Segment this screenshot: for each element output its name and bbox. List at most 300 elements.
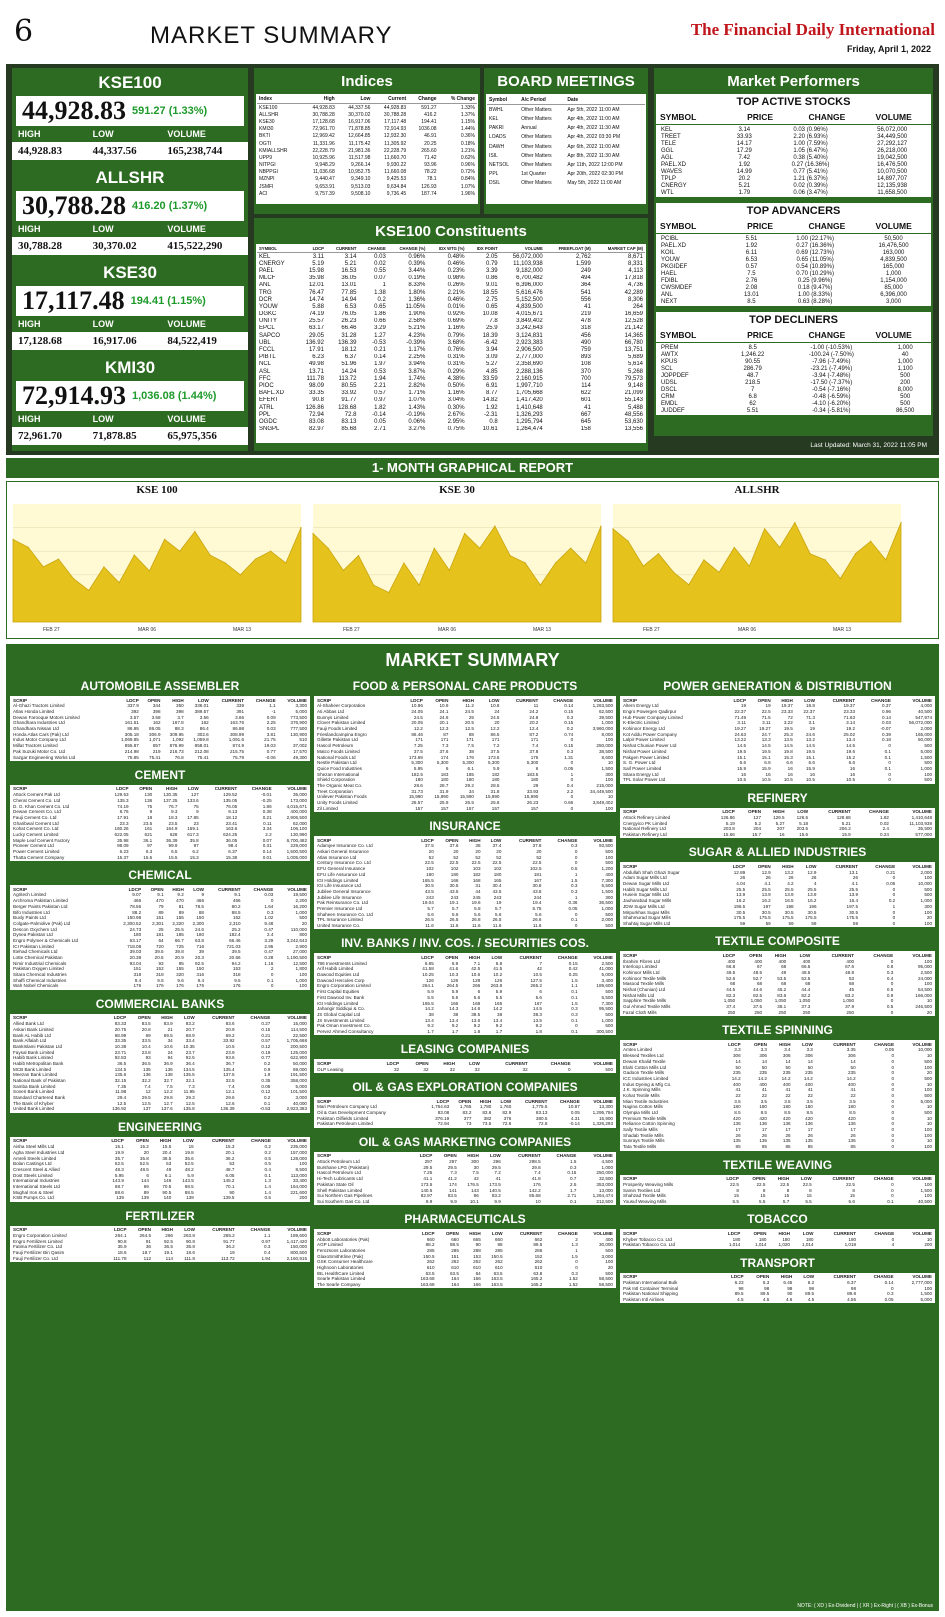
cell: 7.8 xyxy=(489,318,498,325)
table-row xyxy=(622,1009,933,1015)
cell: 12,528 xyxy=(624,318,643,325)
cell: 150.98 xyxy=(127,915,142,921)
performer-row xyxy=(658,358,929,365)
cell: 30.5 xyxy=(761,909,771,915)
summary-section xyxy=(314,816,616,929)
cell: 74.19 xyxy=(308,311,324,318)
cell: 16.2 xyxy=(761,898,771,904)
cell: 183 xyxy=(440,771,449,777)
cell: 7.4 xyxy=(534,1170,541,1176)
cell: Aisha Steel Mills Ltd xyxy=(13,1144,55,1150)
cell: 0.57 xyxy=(745,263,758,270)
cell: 44,928.83 xyxy=(383,104,407,111)
cell: 0 xyxy=(574,923,578,929)
cell: 0.36% xyxy=(460,133,475,140)
cell: Jubilee Life Insurance xyxy=(317,894,362,900)
cell: 416.2 xyxy=(424,111,437,118)
cell: 99.9 xyxy=(168,843,178,849)
cell: 100 xyxy=(605,1259,613,1265)
cell: 0.96% xyxy=(460,162,475,169)
cell: SAPCO xyxy=(259,332,281,339)
cell: -0.14 xyxy=(569,1121,580,1127)
cell: 98.4 xyxy=(228,843,238,849)
cell: 263.8 xyxy=(183,1233,195,1239)
cell: 3.5 xyxy=(806,1098,813,1104)
cell: 71.5 xyxy=(761,714,771,720)
cell: 466 xyxy=(196,898,204,904)
cell: 90 xyxy=(475,1242,481,1248)
cell: 0.05 xyxy=(884,1297,894,1303)
cell: 25.5 xyxy=(849,886,859,892)
cell: 8.5 xyxy=(747,298,756,305)
cell: 5,300 xyxy=(462,760,474,766)
cell: 176.5 xyxy=(467,1181,479,1187)
cell: 400 xyxy=(754,958,763,964)
cell: 662 xyxy=(534,1236,543,1242)
cell: 142.2 xyxy=(529,1187,541,1193)
table-row xyxy=(316,1282,614,1288)
performer-row xyxy=(658,400,929,407)
cell: 219 xyxy=(580,311,591,318)
cell: 0.5 xyxy=(571,866,578,872)
cell: 53,630 xyxy=(624,418,643,425)
cell: 0.65 xyxy=(374,303,386,310)
cell: 35.9 xyxy=(117,1244,127,1250)
cell: 6.3 xyxy=(145,849,153,855)
x-tick-label: MAR 06 xyxy=(138,627,157,633)
cell: 128 xyxy=(472,977,481,983)
performer-header xyxy=(656,328,931,343)
cell: 0.14 xyxy=(262,849,272,855)
cell: 5,300 xyxy=(526,760,539,766)
cell: 0.66 xyxy=(374,318,386,325)
cell: 9 xyxy=(149,809,153,815)
col-header: SCRIP xyxy=(317,1153,332,1159)
cell: 59 xyxy=(852,920,859,926)
performer-table xyxy=(658,344,929,414)
cell: 20.8 xyxy=(141,1026,151,1032)
cell: 5.6 xyxy=(427,911,434,917)
cell: 621 xyxy=(144,832,153,838)
data-point xyxy=(225,562,226,563)
newspaper-logo: The Financial Daily International xyxy=(690,20,935,39)
cell: 83.6 xyxy=(225,1021,235,1027)
cell: 19 xyxy=(809,726,815,732)
cell: 0 xyxy=(892,886,896,892)
col-header: VOLUME xyxy=(912,952,932,958)
cell: 400 xyxy=(733,1081,741,1087)
cell: MLCF xyxy=(259,275,276,282)
cell: 500 xyxy=(924,886,932,892)
cell: 1,780 xyxy=(479,1104,492,1110)
cell: 26 xyxy=(761,1132,767,1138)
cell: 19.27 xyxy=(734,726,747,732)
cell: 48.5 xyxy=(726,969,736,975)
cell: 15.9 xyxy=(737,765,747,771)
cell: 51.96 xyxy=(341,361,357,368)
cell: 7.42 xyxy=(738,154,751,161)
cell: 0.01% xyxy=(447,303,465,310)
cell: 22.5 xyxy=(492,860,502,866)
cell: 3.44% xyxy=(408,267,426,274)
cell: 0.54 (10.89%) xyxy=(796,263,834,270)
cell: 1.86 xyxy=(374,311,386,318)
cell: 2,358,690 xyxy=(516,361,543,368)
cell: 0 xyxy=(890,981,894,987)
cell: 162 xyxy=(152,720,161,726)
cell: 31.8 xyxy=(490,788,500,794)
cell: PIBTL xyxy=(259,354,276,361)
performer-row xyxy=(658,277,929,284)
cell: 2.71 xyxy=(567,1193,577,1199)
cell: 5,000 xyxy=(920,1297,932,1303)
cell: 1.52 xyxy=(568,1276,578,1282)
cell: 5.5 xyxy=(805,1198,812,1204)
cell: 98 xyxy=(764,1285,770,1291)
table-row xyxy=(12,1106,308,1112)
cell: 1,417,420 xyxy=(516,397,543,404)
cell: DAWH xyxy=(489,143,505,150)
cell: The Searle Company xyxy=(317,1282,361,1288)
cell: 1,014 xyxy=(801,1242,814,1248)
cell: 106,100 xyxy=(290,826,307,832)
table-row xyxy=(257,354,645,361)
cell: 10.6 xyxy=(471,972,481,978)
cell: 0.18 xyxy=(882,737,891,743)
col-header: VOLUME xyxy=(912,1041,932,1047)
cell: 398 xyxy=(176,709,184,715)
cell: 3,124,831 xyxy=(516,332,543,339)
col-header: CHANGE xyxy=(255,697,276,703)
cell: 32.1 xyxy=(185,1078,195,1084)
data-point xyxy=(449,570,450,571)
cell: 250,000 xyxy=(596,1170,613,1176)
cell: 350 xyxy=(176,703,184,709)
cell: 180 xyxy=(782,1104,791,1110)
cell: 12.5 xyxy=(117,1100,127,1106)
data-point xyxy=(419,585,420,586)
cell: 4.85 xyxy=(485,368,498,375)
cell: 0.74 xyxy=(564,731,574,737)
cell: YOUW xyxy=(259,303,278,310)
cell: 136 xyxy=(759,1121,767,1127)
cell: 3.14 xyxy=(846,720,856,726)
cell: 24,000 xyxy=(917,975,932,981)
cell: Pakgen Power Limited xyxy=(623,754,669,760)
cell: ANL xyxy=(259,282,271,289)
cell: 89.5 xyxy=(533,1242,543,1248)
cell: DSIL xyxy=(489,180,501,187)
cell: 22 xyxy=(785,1092,791,1098)
cell: Archroma Pakistan Limited xyxy=(13,898,68,904)
cell: CRM xyxy=(661,393,675,400)
cell: 0.24 xyxy=(880,832,889,838)
cell: 7.3 xyxy=(442,743,449,749)
cell: 0 xyxy=(891,1104,895,1110)
cell: 189,600 xyxy=(596,983,613,989)
col-header: Symbol xyxy=(487,95,519,105)
col-header: LOW xyxy=(490,837,502,843)
cell: 31 xyxy=(475,883,481,889)
cell: 139 xyxy=(141,1195,149,1201)
cell: 204 xyxy=(753,826,762,832)
cell: 14.2 xyxy=(731,1075,741,1081)
col-header: LDCP xyxy=(733,697,747,703)
cell: 68 xyxy=(756,981,763,987)
cell: 30,788.28 xyxy=(312,111,335,118)
cell: 56,072,000 xyxy=(512,253,543,260)
cell: 1,020 xyxy=(778,1242,790,1248)
cell: 8 xyxy=(852,1187,855,1193)
cell: 1.07% xyxy=(408,397,426,404)
cell: 171 xyxy=(530,737,539,743)
summary-section xyxy=(314,1077,616,1128)
performer-header xyxy=(656,219,931,234)
cell: Meezan Bank Limited xyxy=(13,1072,58,1078)
summary-section xyxy=(314,1209,616,1288)
cell: 167 xyxy=(533,877,542,883)
cell: Sazgar Engineering Works Ltd xyxy=(13,754,76,760)
cell: 8.5 xyxy=(734,1110,741,1116)
cell: 76.8 xyxy=(174,754,184,760)
cell: 9.6 xyxy=(177,977,184,983)
cell: DCR xyxy=(259,296,272,303)
cell: 5,000 xyxy=(295,709,307,715)
cell: 2,310 xyxy=(229,920,241,926)
cell: 2,200 xyxy=(295,898,307,904)
cell: 163.76 xyxy=(229,720,245,726)
cell: 22 xyxy=(807,1092,813,1098)
cell: 76.47 xyxy=(308,289,324,296)
cell: 182.5 xyxy=(411,771,423,777)
cell: 0.77 xyxy=(266,748,276,754)
cell: 24 xyxy=(167,1049,173,1055)
cell: 166 xyxy=(473,1276,481,1282)
cell: 86.05 xyxy=(149,726,161,732)
cell: 75.41 xyxy=(197,754,209,760)
cell: 52.7 xyxy=(753,975,763,981)
cell: 660 xyxy=(451,1236,459,1242)
col-header: OPEN xyxy=(753,1230,767,1236)
cell: 17 xyxy=(735,1127,741,1133)
cell: 11,658,500 xyxy=(877,189,907,196)
section-title: INV. BANKS / INV. COS. / SECURITIES COS. xyxy=(341,936,589,951)
cell: 25.5 xyxy=(761,886,771,892)
cell: ATRL xyxy=(259,404,274,411)
cell: Pakistan Refinery Ltd xyxy=(623,832,667,838)
cell: International Industries xyxy=(13,1178,60,1184)
cell: 94.2 xyxy=(231,960,241,966)
performer-header xyxy=(656,110,931,125)
cell: 0.66 xyxy=(564,800,574,806)
cell: 36.5 xyxy=(117,1060,127,1066)
market-performers-title: Market Performers xyxy=(727,73,860,90)
cell: 392 xyxy=(131,709,139,715)
cell: Shaheen Insurance Co. Ltd xyxy=(317,911,373,917)
cell: 157 xyxy=(415,805,423,811)
data-point xyxy=(328,548,329,549)
cell: 52 xyxy=(453,854,459,860)
cell: Engro Powergen Qadirpur xyxy=(623,709,677,715)
section-body xyxy=(314,1097,616,1128)
col-header: VOLUME xyxy=(875,112,912,122)
cell: 380.5 xyxy=(535,1115,548,1121)
col-header: LDCP xyxy=(732,863,746,869)
cell: Indus Dyeing & Mfg Co. xyxy=(623,1081,672,1087)
summary-section xyxy=(10,676,310,761)
col-header: IDX POINT xyxy=(467,245,500,253)
cell: 4.31 xyxy=(570,1115,580,1121)
cell: Arif Habib Limited xyxy=(317,966,354,972)
cell: 171 xyxy=(440,737,449,743)
cell: 16 xyxy=(787,771,793,777)
cell: 3.27% xyxy=(408,426,426,433)
cell: 187.74 xyxy=(421,190,437,197)
cell: 22.5 xyxy=(471,860,481,866)
cell: IGI Holdings Limited xyxy=(317,1000,359,1006)
cell: 24.63 xyxy=(734,731,747,737)
cell: 53.5 xyxy=(777,975,787,981)
cell: 400 xyxy=(846,958,855,964)
cell: 185 xyxy=(466,771,474,777)
cell: 100 xyxy=(605,805,613,811)
index-low: 71,878.85 xyxy=(92,430,137,442)
cell: 36.5 xyxy=(162,1155,172,1161)
cell: 176 xyxy=(155,983,164,989)
cell: Pakistan International Bulk xyxy=(623,1279,678,1285)
cell: 41.2 xyxy=(447,1176,457,1182)
label-high: HIGH xyxy=(18,319,41,329)
table-header xyxy=(257,95,477,104)
cell: 93.6 xyxy=(225,1055,235,1061)
cell: 100 xyxy=(924,875,932,881)
cell: 76.7 xyxy=(168,803,178,809)
cell: 198 xyxy=(785,903,794,909)
cell: Atlas Honda Limited xyxy=(13,709,55,715)
cell: 400 xyxy=(727,958,736,964)
col-header: LOW xyxy=(490,1153,501,1159)
cell: 4.38% xyxy=(447,375,465,382)
cell: Pak Suzuki Motor Co. Ltd xyxy=(13,748,66,754)
cell: 0.3 xyxy=(264,1244,271,1250)
cell: 2,906,500 xyxy=(286,814,307,820)
cell: 500 xyxy=(605,849,613,855)
cell: 16,476,500 xyxy=(877,161,908,168)
cell: 23.5 xyxy=(168,820,178,826)
cell: 15.9 xyxy=(805,765,815,771)
performer-row xyxy=(658,235,929,242)
cell: 0.02 xyxy=(374,260,386,267)
cell: 18 xyxy=(147,814,153,820)
cell: 15,990 xyxy=(524,794,539,800)
cell: 64 xyxy=(158,937,164,943)
cell: 189,600 xyxy=(290,1233,307,1239)
col-header: CURRENT xyxy=(519,837,542,843)
cell: 87.2 xyxy=(529,731,539,737)
cell: 150 xyxy=(196,915,204,921)
col-header: SCRIP xyxy=(317,837,332,843)
cell: 98.09 xyxy=(308,382,324,389)
cell: 19 xyxy=(496,900,502,906)
cell: 24.7 xyxy=(761,731,771,737)
cell: 23.5 xyxy=(143,820,153,826)
cell: Other Matters xyxy=(521,106,552,113)
col-header: VOLUME xyxy=(875,330,912,340)
cell: 12,664.85 xyxy=(348,133,371,140)
cell: 0.98% xyxy=(447,275,465,282)
col-header: SCRIP xyxy=(623,697,638,703)
cell: 316 xyxy=(196,972,204,978)
cell: Bank Alfalah Ltd xyxy=(13,1038,47,1044)
col-header: MARKET CAP (M) xyxy=(593,245,645,253)
cell: 14,897,707 xyxy=(877,175,908,182)
cell: 17,570 xyxy=(292,748,307,754)
cell: 130,990 xyxy=(290,832,307,838)
cell: 83.5 xyxy=(141,1021,151,1027)
cell: 2,777,000 xyxy=(516,354,543,361)
cell: 72.8 xyxy=(538,1121,548,1127)
col-header: SYMBOL xyxy=(660,112,697,122)
index-name: KMI30 xyxy=(104,358,156,377)
table-header xyxy=(487,95,645,105)
col-header: LDCP xyxy=(386,1060,400,1066)
cell: 23.33 xyxy=(843,709,856,715)
cell: EFERT xyxy=(259,397,279,404)
cell: 69 xyxy=(143,1183,149,1189)
cell: 4,736 xyxy=(627,282,643,289)
cell: 143.9 xyxy=(112,1178,124,1184)
cell: 0.18% xyxy=(460,140,475,147)
cell: 135.8 xyxy=(183,1106,195,1112)
col-header: FREEFLOAT (M) xyxy=(545,245,593,253)
cell: 30.8 xyxy=(532,883,542,889)
cell: 1.97 xyxy=(374,361,386,368)
data-point xyxy=(719,572,720,573)
cell: 1,154,000 xyxy=(880,277,907,284)
cell: 5.6 xyxy=(848,1198,855,1204)
cell: 183.5 xyxy=(526,771,539,777)
performer-row xyxy=(658,298,929,305)
col-header: CHANGE xyxy=(873,952,894,958)
cell: 9.2 xyxy=(451,1023,459,1029)
cell: 24.6 xyxy=(805,731,815,737)
cell: PCIBL xyxy=(661,235,679,242)
cell: 0.79% xyxy=(447,332,465,339)
table-row xyxy=(257,418,645,425)
cell: Zil Limited xyxy=(317,805,338,811)
cell: 6 xyxy=(477,989,481,995)
col-header: CHANGE xyxy=(253,886,274,892)
cell: 34,449,500 xyxy=(877,133,908,140)
section-body xyxy=(10,1014,310,1113)
cell: 136 xyxy=(805,1121,813,1127)
x-tick-label: MAR 06 xyxy=(438,627,457,633)
cell: Quice Food Industries xyxy=(317,765,362,771)
cell: Nimir Industrial Chemicals xyxy=(13,960,67,966)
cell: 0.27 (16.36%) xyxy=(791,161,830,168)
col-header: LDCP xyxy=(421,837,434,843)
cell: 180 xyxy=(493,871,502,877)
constituents-table xyxy=(257,245,645,433)
cell: 556 xyxy=(580,296,591,303)
col-header: LOW xyxy=(198,697,209,703)
cell: 1,014 xyxy=(728,1242,741,1248)
cell: 6.3 xyxy=(762,1279,770,1285)
cell: 75.41 xyxy=(149,754,161,760)
cell: Ferozsons Laboratories xyxy=(317,1247,366,1253)
cell: 66.46 xyxy=(341,325,357,332)
cell: EFU General Insurance xyxy=(317,866,366,872)
